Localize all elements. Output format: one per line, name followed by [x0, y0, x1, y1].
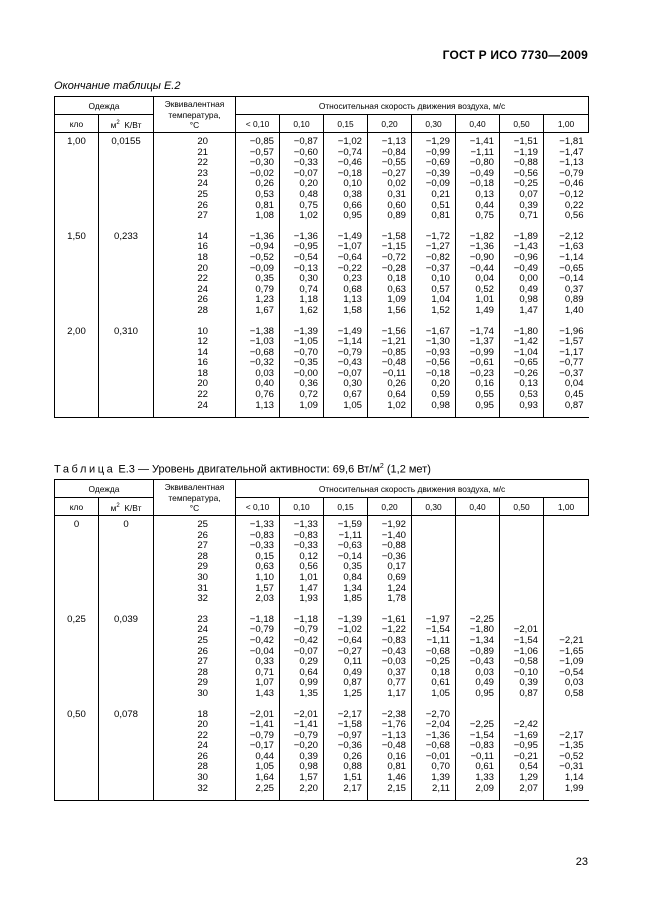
speed-col-header: 0,50 — [500, 498, 544, 516]
speed-col-header: 0,30 — [412, 115, 456, 133]
pmv-values: −0,85 −0,57 −0,30 −0,02 0,26 0,53 0,81 1,08 — [236, 133, 280, 228]
pmv-values: −2,01 −1,54 −1,06 −0,58 −0,10 0,39 0,87 — [500, 611, 544, 706]
clo-header: кло — [55, 498, 99, 516]
pmv-values: −1,59 −1,11 −0,63 −0,14 0,35 0,84 1,34 1,85 — [324, 516, 368, 611]
speed-col-header: 0,40 — [456, 115, 500, 133]
pmv-values: −2,01 −1,41 −0,79 −0,17 0,44 1,05 1,64 2,25 — [236, 706, 280, 801]
speed-col-header: 1,00 — [544, 115, 589, 133]
pmv-values: −1,82 −1,36 −0,90 −0,44 0,04 0,52 1,01 1,49 — [456, 228, 500, 323]
pmv-values — [412, 516, 456, 611]
clo-value: 1,00 — [55, 133, 99, 228]
speed-col-header: 0,15 — [324, 115, 368, 133]
air-speed-header: Относительная скорость движения воздуха, м/с — [236, 480, 589, 498]
thermal-resistance-value: 0,233 — [99, 228, 154, 323]
speed-col-header: 0,50 — [500, 115, 544, 133]
temperature-values: 14 16 18 20 22 24 26 28 — [154, 228, 236, 323]
document-code: ГОСТ Р ИСО 7730—2009 — [442, 48, 588, 62]
pmv-values: −1,97 −1,54 −1,11 −0,68 −0,25 0,18 0,61 1,05 — [412, 611, 456, 706]
pmv-values: −1,36 −0,95 −0,54 −0,13 0,30 0,74 1,18 1,62 — [280, 228, 324, 323]
clo-value: 1,50 — [55, 228, 99, 323]
pmv-values: −2,25 −1,54 −0,83 −0,11 0,61 1,33 2,09 — [456, 706, 500, 801]
table-row-group — [55, 133, 589, 228]
pmv-values: −1,89 −1,43 −0,96 −0,49 0,00 0,49 0,98 1,47 — [500, 228, 544, 323]
pmv-values: −1,13 −0,84 −0,55 −0,27 0,02 0,31 0,60 0,89 — [368, 133, 412, 228]
pmv-values: −1,81 −1,47 −1,13 −0,79 −0,46 −0,12 0,22 0,56 — [544, 133, 589, 228]
pmv-values: −1,49 −1,07 −0,64 −0,22 0,23 0,68 1,13 1,58 — [324, 228, 368, 323]
speed-col-header: < 0,10 — [236, 498, 280, 516]
pmv-values: −1,18 −0,79 −0,42 −0,04 0,33 0,71 1,07 1,43 — [236, 611, 280, 706]
pmv-values: −1,39 −1,02 −0,64 −0,27 0,11 0,49 0,87 1,25 — [324, 611, 368, 706]
pmv-values: −2,01 −1,41 −0,79 −0,20 0,39 0,98 1,57 2,20 — [280, 706, 324, 801]
pmv-values: −1,29 −0,99 −0,69 −0,39 −0,09 0,21 0,51 0,81 — [412, 133, 456, 228]
pmv-values: −1,72 −1,27 −0,82 −0,37 0,10 0,57 1,04 1,52 — [412, 228, 456, 323]
pmv-values: −2,38 −1,76 −1,13 −0,48 0,16 0,81 1,46 2,15 — [368, 706, 412, 801]
pmv-values: −1,96 −1,57 −1,17 −0,77 −0,37 0,04 0,45 0,87 — [544, 323, 589, 418]
pmv-values: −1,56 −1,21 −0,85 −0,48 −0,11 0,26 0,64 1,02 — [368, 323, 412, 418]
pmv-values: −1,61 −1,22 −0,83 −0,43 −0,03 0,37 0,77 1,17 — [368, 611, 412, 706]
temperature-values: 10 12 14 16 18 20 22 24 — [154, 323, 236, 418]
pmv-values: −1,51 −1,19 −0,88 −0,56 −0,25 0,07 0,39 0,71 — [500, 133, 544, 228]
pmv-values: −1,49 −1,14 −0,79 −0,43 −0,07 0,30 0,67 1,05 — [324, 323, 368, 418]
speed-col-header: 0,40 — [456, 498, 500, 516]
speed-subheader-row — [55, 498, 589, 516]
pmv-values: −1,74 −1,37 −0,99 −0,61 −0,23 0,16 0,55 0,95 — [456, 323, 500, 418]
pmv-values: −1,92 −1,40 −0,88 −0,36 0,17 0,69 1,24 1,78 — [368, 516, 412, 611]
pmv-values: −1,38 −1,03 −0,68 −0,32 0,03 0,40 0,76 1,13 — [236, 323, 280, 418]
pmv-values: −1,33 −0,83 −0,33 0,12 0,56 1,01 1,47 1,93 — [280, 516, 324, 611]
page-number: 23 — [575, 856, 588, 868]
temperature-values: 18 20 22 24 26 28 30 32 — [154, 706, 236, 801]
pmv-values: −1,67 −1,30 −0,93 −0,56 −0,18 0,20 0,59 0,98 — [412, 323, 456, 418]
pmv-values: −1,36 −0,94 −0,52 −0,09 0,35 0,79 1,23 1,67 — [236, 228, 280, 323]
pmv-values: −1,02 −0,74 −0,46 −0,18 0,10 0,38 0,66 0,95 — [324, 133, 368, 228]
pmv-values: −2,25 −1,80 −1,34 −0,89 −0,43 0,03 0,49 0,95 — [456, 611, 500, 706]
speed-col-header: 0,30 — [412, 498, 456, 516]
thermal-resistance-value: 0,039 — [99, 611, 154, 706]
temperature-values: 20 21 22 23 24 25 26 27 — [154, 133, 236, 228]
clo-value: 0,50 — [55, 706, 99, 801]
clothing-header: Одежда — [55, 97, 154, 115]
speed-col-header: < 0,10 — [236, 115, 280, 133]
pmv-values: −2,17 −1,58 −0,97 −0,36 0,26 0,88 1,51 2,17 — [324, 706, 368, 801]
pmv-values — [544, 516, 589, 611]
m2kw-header: $м^2$ K/Вт — [99, 498, 154, 516]
pmv-values: −1,33 −0,83 −0,33 0,15 0,63 1,10 1,57 2,03 — [236, 516, 280, 611]
clo-value: 0 — [55, 516, 99, 611]
speed-col-header: 1,00 — [544, 498, 589, 516]
table-row-group — [55, 323, 589, 418]
clothing-header: Одежда — [55, 480, 154, 498]
speed-subheader-row — [55, 115, 589, 133]
pmv-values: −2,21 −1,65 −1,09 −0,54 0,03 0,58 — [544, 611, 589, 706]
table2 — [54, 479, 589, 801]
temperature-values: 25 26 27 28 29 30 31 32 — [154, 516, 236, 611]
pmv-values: −1,18 −0,79 −0,42 −0,07 0,29 0,64 0,99 1,35 — [280, 611, 324, 706]
air-speed-header: Относительная скорость движения воздуха, м/с — [236, 97, 589, 115]
pmv-values — [456, 516, 500, 611]
table-row-group — [55, 611, 589, 706]
pmv-values: −2,42 −1,69 −0,95 −0,21 0,54 1,29 2,07 — [500, 706, 544, 801]
pmv-values: −2,70 −2,04 −1,36 −0,68 −0,01 0,70 1,39 2,11 — [412, 706, 456, 801]
table-row-group — [55, 228, 589, 323]
m2kw-header: $м^2$ K/Вт — [99, 115, 154, 133]
equiv-temp-header: Эквивалентная температура, °С — [154, 480, 236, 516]
pmv-values — [500, 516, 544, 611]
pmv-values: −0,87 −0,60 −0,33 −0,07 0,20 0,48 0,75 1,02 — [280, 133, 324, 228]
clo-value: 0,25 — [55, 611, 99, 706]
thermal-resistance-value: 0,0155 — [99, 133, 154, 228]
temperature-values: 23 24 25 26 27 28 29 30 — [154, 611, 236, 706]
clo-header: кло — [55, 115, 99, 133]
table1-caption: Окончание таблицы Е.2 — [54, 80, 181, 92]
pmv-values: −1,80 −1,42 −1,04 −0,65 −0,26 0,13 0,53 0,93 — [500, 323, 544, 418]
table-row-group — [55, 516, 589, 611]
thermal-resistance-value: 0,078 — [99, 706, 154, 801]
pmv-values: −2,12 −1,63 −1,14 −0,65 −0,14 0,37 0,89 1,40 — [544, 228, 589, 323]
pmv-values: −1,58 −1,15 −0,72 −0,28 0,18 0,63 1,09 1,56 — [368, 228, 412, 323]
clo-value: 2,00 — [55, 323, 99, 418]
pmv-values: −1,39 −1,05 −0,70 −0,35 −0,00 0,36 0,72 1,09 — [280, 323, 324, 418]
pmv-values: −1,41 −1,11 −0,80 −0,49 −0,18 0,13 0,44 0,75 — [456, 133, 500, 228]
table-row-group — [55, 706, 589, 801]
table2-caption: Таблица Е.3 — Уровень двигательной активности: 69,6 $Вт/м^2$ (1,2 мет) — [54, 463, 431, 476]
speed-col-header: 0,15 — [324, 498, 368, 516]
thermal-resistance-value: 0 — [99, 516, 154, 611]
speed-col-header: 0,20 — [368, 115, 412, 133]
table1 — [54, 96, 589, 418]
pmv-values: −2,17 −1,35 −0,52 −0,31 1,14 1,99 — [544, 706, 589, 801]
speed-col-header: 0,10 — [280, 498, 324, 516]
equiv-temp-header: Эквивалентная температура, °С — [154, 97, 236, 133]
speed-col-header: 0,10 — [280, 115, 324, 133]
thermal-resistance-value: 0,310 — [99, 323, 154, 418]
speed-col-header: 0,20 — [368, 498, 412, 516]
